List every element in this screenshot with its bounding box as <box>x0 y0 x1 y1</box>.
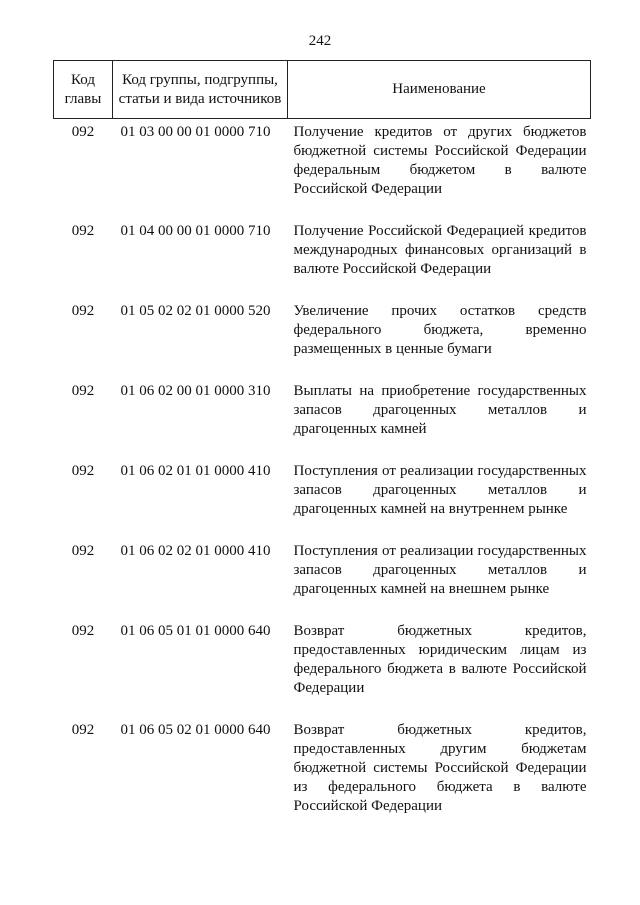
chapter-code-cell: 092 <box>71 223 95 239</box>
chapter-code-cell: 092 <box>71 383 95 399</box>
name-cell: Увеличение прочих остатков средств федерального бюджета, временно размещенных в ценные бумаги <box>293 303 587 357</box>
header-row <box>54 61 591 119</box>
source-code-cell: 01 03 00 00 01 0000 710 <box>120 124 271 140</box>
chapter-code-cell: 092 <box>71 722 95 738</box>
source-code-cell: 01 06 02 01 01 0000 410 <box>120 463 271 479</box>
chapter-code-cell: 092 <box>71 124 95 140</box>
name-cell: Получение кредитов от других бюджетов бюджетной системы Российской Федерации федеральным бюджетом в валюте Российской Федерации <box>293 124 587 197</box>
name-cell: Поступления от реализации государственных запасов драгоценных металлов и драгоценных камней на внутреннем рынке <box>293 463 587 517</box>
table-row <box>54 382 591 462</box>
table-body <box>54 119 591 840</box>
header-name: Наименование <box>288 61 591 119</box>
source-code-cell: 01 06 02 00 01 0000 310 <box>120 383 271 399</box>
page-number: 242 <box>308 33 332 49</box>
source-code-cell: 01 06 02 02 01 0000 410 <box>120 543 271 559</box>
table-row <box>54 119 591 223</box>
table-row <box>54 622 591 721</box>
table-header <box>54 61 591 119</box>
source-code-cell: 01 06 05 02 01 0000 640 <box>120 722 271 738</box>
chapter-code-cell: 092 <box>71 623 95 639</box>
source-code-cell: 01 06 05 01 01 0000 640 <box>120 623 271 639</box>
name-cell: Поступления от реализации государственных запасов драгоценных металлов и драгоценных камней на внешнем рынке <box>293 543 587 597</box>
header-source-code: Код группы, подгруппы, статьи и вида источников <box>113 61 288 119</box>
table-row <box>54 542 591 622</box>
name-cell: Получение Российской Федерацией кредитов международных финансовых организаций в валюте Российской Федерации <box>293 223 587 277</box>
name-cell: Возврат бюджетных кредитов, предоставленных другим бюджетам бюджетной системы Российской Федерации из федерального бюджета в валюте Российской Федерации <box>293 722 587 814</box>
source-code-cell: 01 04 00 00 01 0000 710 <box>120 223 271 239</box>
source-code-cell: 01 05 02 02 01 0000 520 <box>120 303 271 319</box>
table-row <box>54 302 591 382</box>
table-row <box>54 462 591 542</box>
table-row <box>54 222 591 302</box>
chapter-code-cell: 092 <box>71 463 95 479</box>
name-cell: Выплаты на приобретение государственных запасов драгоценных металлов и драгоценных камней <box>293 383 587 437</box>
name-cell: Возврат бюджетных кредитов, предоставленных юридическим лицам из федерального бюджета в валюте Российской Федерации <box>293 623 587 696</box>
header-chapter-code: Код главы <box>54 61 113 119</box>
table-row <box>54 721 591 839</box>
chapter-code-cell: 092 <box>71 543 95 559</box>
sources-table <box>53 60 591 839</box>
chapter-code-cell: 092 <box>71 303 95 319</box>
